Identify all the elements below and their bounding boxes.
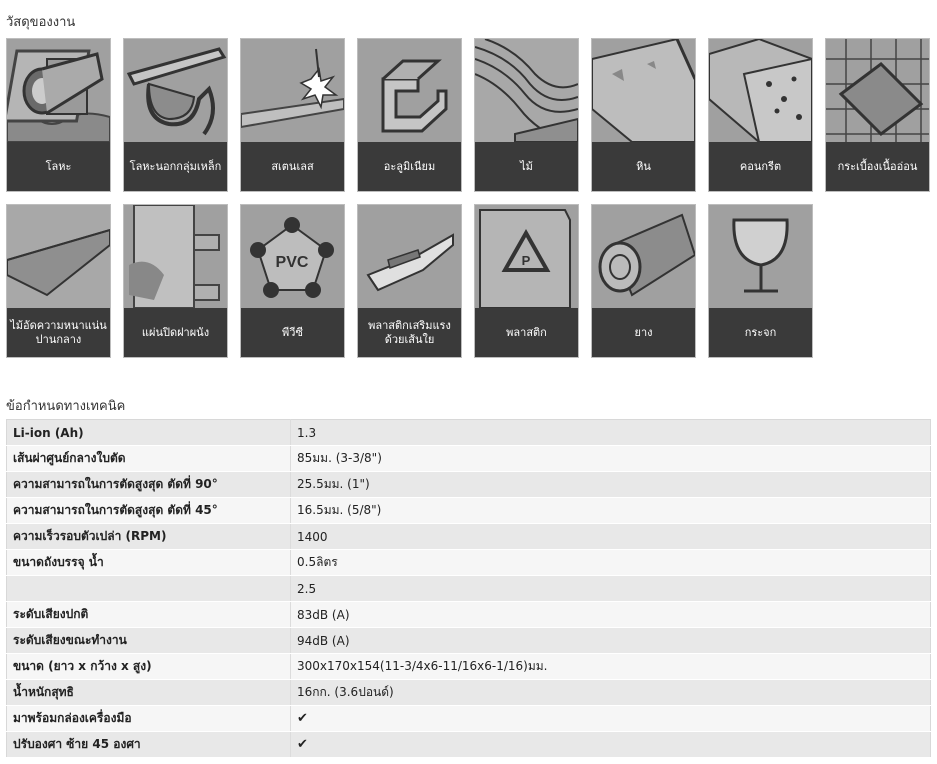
material-tile-rubber [591,204,696,358]
spec-value: 2.5 [291,576,931,602]
materials-title: วัสดุของงาน [6,15,76,30]
spec-key: ความเร็วรอบตัวเปล่า (RPM) [7,524,291,550]
spec-value: 83dB (A) [291,602,931,628]
spec-value: 0.5ลิตร [291,550,931,576]
table-row [7,420,931,446]
material-label: กระเบื้องเนื้ออ่อน [826,142,929,191]
aluminium-profile-icon [358,39,461,142]
material-tile-non-ferrous [123,38,228,192]
spec-key [7,576,291,602]
spec-key: ขนาดถังบรรจุ น้ำ [7,550,291,576]
check-icon: ✔ [291,706,931,732]
pvc-text: PVC [275,254,309,271]
table-row [7,628,931,654]
material-label: หิน [592,142,695,191]
material-label: ยาง [592,308,695,357]
spec-key: ปรับองศา ซ้าย 45 องศา [7,732,291,758]
material-tile-wall-panel [123,204,228,358]
mdf-board-icon [7,205,110,308]
table-row [7,706,931,732]
soft-tile-icon [826,39,929,142]
wall-panel-icon [124,205,227,308]
table-row [7,602,931,628]
material-label: โลหะ [7,142,110,191]
spec-value: 300x170x154(11-3/4x6-11/16x6-1/16)มม. [291,654,931,680]
material-tile-mdf [6,204,111,358]
material-tile-pvc [240,204,345,358]
check-icon: ✔ [291,732,931,758]
material-label: พลาสติก [475,308,578,357]
stainless-steel-icon [241,39,344,142]
glass-icon [709,205,812,308]
material-label: กระจก [709,308,812,357]
material-tile-stone [591,38,696,192]
table-row [7,446,931,472]
material-tile-glass [708,204,813,358]
material-label: คอนกรีต [709,142,812,191]
rubber-roll-icon [592,205,695,308]
spec-key: น้ำหนักสุทธิ [7,680,291,706]
wood-icon [475,39,578,142]
recycle-text: P [521,253,531,268]
material-tile-aluminium [357,38,462,192]
spec-value: 1.3 [291,420,931,446]
table-row [7,524,931,550]
metal-pipe-icon [7,39,110,142]
specs-table [6,419,931,758]
material-label: ไม้ [475,142,578,191]
non-ferrous-metal-icon [124,39,227,142]
material-tile-frp [357,204,462,358]
table-row [7,576,931,602]
material-tile-soft-tile [825,38,930,192]
material-label: ไม้อัดความหนาแน่นปานกลาง [7,308,110,357]
material-tile-metal [6,38,111,192]
material-tile-plastic [474,204,579,358]
material-label: สเตนเลส [241,142,344,191]
spec-value: 1400 [291,524,931,550]
spec-value: 94dB (A) [291,628,931,654]
material-label: อะลูมิเนียม [358,142,461,191]
spec-key: มาพร้อมกล่องเครื่องมือ [7,706,291,732]
spec-value: 16.5มม. (5/8") [291,498,931,524]
material-tile-wood [474,38,579,192]
table-row [7,732,931,758]
spec-key: ความสามารถในการตัดสูงสุด ตัดที่ 45° [7,498,291,524]
spec-value: 85มม. (3-3/8") [291,446,931,472]
stone-icon [592,39,695,142]
material-label: โลหะนอกกลุ่มเหล็ก [124,142,227,191]
spec-key: เส้นผ่าศูนย์กลางใบตัด [7,446,291,472]
spec-key: ระดับเสียงปกติ [7,602,291,628]
spec-key: ขนาด (ยาว x กว้าง x สูง) [7,654,291,680]
spec-key: ความสามารถในการตัดสูงสุด ตัดที่ 90° [7,472,291,498]
plastic-recycle-icon [475,205,578,308]
table-row [7,654,931,680]
fiber-reinforced-plastic-icon [358,205,461,308]
material-tile-stainless [240,38,345,192]
material-label: พลาสติกเสริมแรงด้วยเส้นใย [358,308,461,357]
material-label: แผ่นปิดฝาผนัง [124,308,227,357]
concrete-icon [709,39,812,142]
table-row [7,472,931,498]
material-tile-concrete [708,38,813,192]
table-row [7,680,931,706]
specs-title: ข้อกำหนดทางเทคนิค [6,399,126,414]
spec-value: 16กก. (3.6ปอนด์) [291,680,931,706]
pvc-icon [241,205,344,308]
spec-key: Li-ion (Ah) [7,420,291,446]
spec-value: 25.5มม. (1") [291,472,931,498]
spec-key: ระดับเสียงขณะทำงาน [7,628,291,654]
table-row [7,498,931,524]
table-row [7,550,931,576]
material-label: พีวีซี [241,308,344,357]
